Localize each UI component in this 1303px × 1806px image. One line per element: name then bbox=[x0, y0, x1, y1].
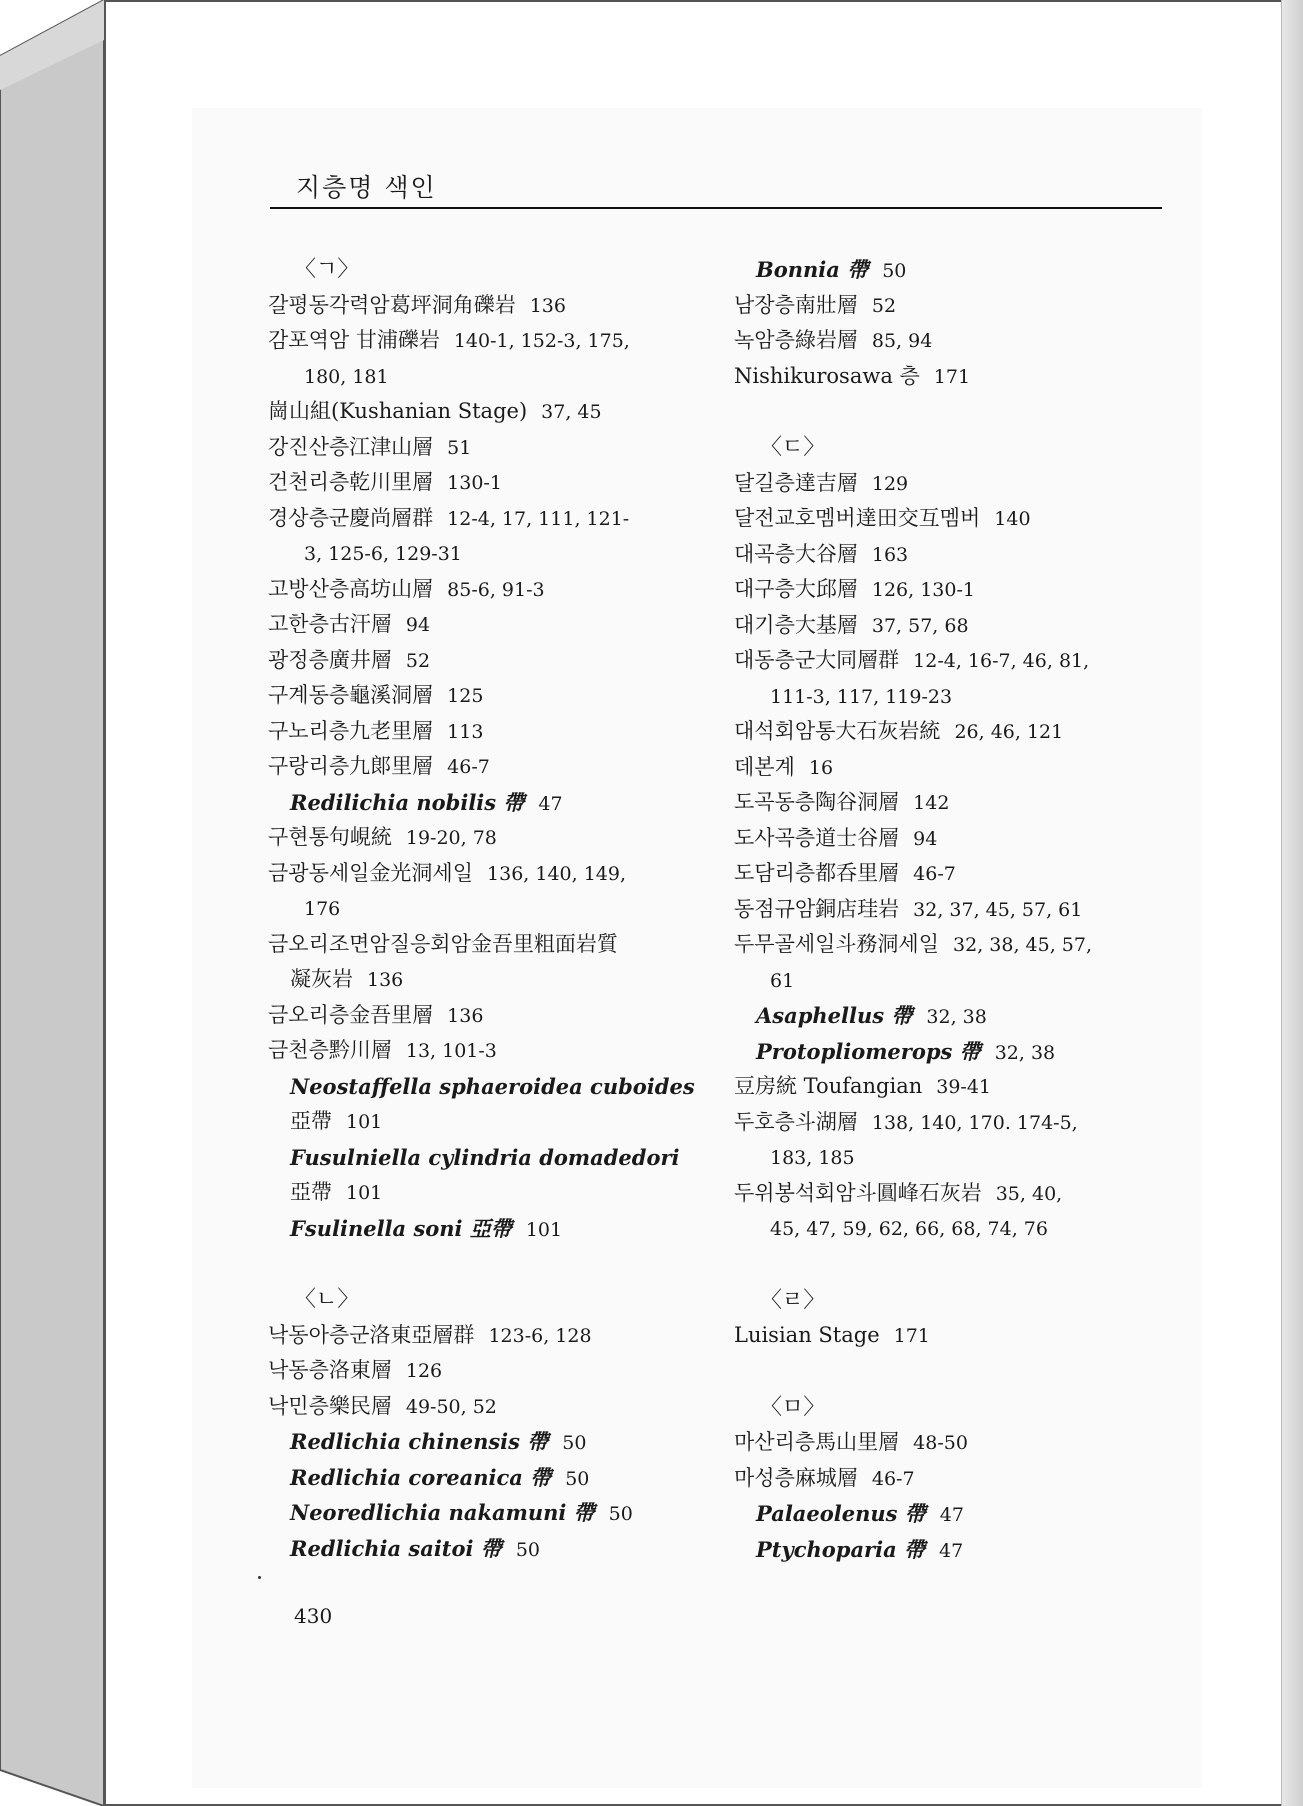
entry-name: 낙동층洛東層 bbox=[268, 1358, 392, 1382]
index-entry bbox=[268, 714, 718, 750]
index-entry-continuation bbox=[268, 1104, 718, 1140]
index-entry bbox=[734, 892, 1184, 928]
entry-pages: 142 bbox=[913, 792, 950, 814]
entry-pages bbox=[618, 934, 632, 956]
index-entry bbox=[734, 1105, 1184, 1141]
index-entry bbox=[268, 927, 718, 963]
entry-pages: 176 bbox=[304, 898, 341, 920]
index-entry bbox=[268, 465, 718, 501]
index-entry bbox=[268, 607, 718, 643]
entry-pages: 50 bbox=[515, 1538, 540, 1561]
entry-name: 금광동세일金光洞세일 bbox=[268, 860, 474, 885]
entry-pages bbox=[695, 1077, 709, 1099]
entry-pages: 12-4, 16-7, 46, 81, bbox=[913, 650, 1090, 672]
entry-pages: 35, 40, bbox=[995, 1182, 1063, 1205]
entry-pages: 39-41 bbox=[936, 1076, 992, 1098]
index-entry bbox=[268, 1069, 718, 1105]
page-number: 430 bbox=[294, 1604, 333, 1628]
entry-name: Redlichia coreanica 帶 bbox=[290, 1464, 552, 1490]
index-entry bbox=[268, 572, 718, 608]
entry-pages: 12-4, 17, 111, 121- bbox=[447, 507, 630, 530]
index-entry-continuation bbox=[734, 1140, 1184, 1176]
entry-pages: 46-7 bbox=[913, 863, 956, 885]
index-entry bbox=[734, 1069, 1184, 1105]
entry-pages: 101 bbox=[346, 1182, 383, 1204]
entry-pages: 101 bbox=[346, 1111, 383, 1133]
entry-pages: 52 bbox=[871, 294, 897, 317]
entry-name: 고방산층高坊山層 bbox=[268, 576, 434, 601]
entry-pages: 50 bbox=[882, 260, 907, 282]
entry-name: 강진산층江津山層 bbox=[268, 434, 434, 459]
entry-pages: 49-50, 52 bbox=[405, 1395, 497, 1418]
entry-name: 대구층大邱層 bbox=[734, 577, 858, 601]
entry-pages: 26, 46, 121 bbox=[954, 721, 1064, 743]
index-entry bbox=[268, 1211, 718, 1247]
index-entry bbox=[734, 288, 1184, 324]
index-column-right bbox=[734, 252, 1184, 1567]
entry-name: Nishikurosawa 층 bbox=[734, 363, 920, 388]
entry-name: 건천리층乾川里層 bbox=[268, 470, 434, 494]
entry-pages: 52 bbox=[405, 649, 431, 672]
entry-pages: 136 bbox=[367, 969, 404, 991]
entry-pages: 3, 125-6, 129-31 bbox=[304, 543, 462, 565]
index-entry bbox=[734, 323, 1184, 359]
entry-pages: 47 bbox=[538, 792, 563, 815]
entry-name: 달전교호멤버達田交互멤버 bbox=[734, 506, 981, 530]
index-entry bbox=[734, 785, 1184, 821]
entry-pages: 46-7 bbox=[447, 756, 490, 778]
spacer bbox=[734, 394, 1184, 430]
entry-name: 달길층達吉層 bbox=[734, 470, 858, 495]
index-entry bbox=[268, 394, 718, 430]
entry-pages: 113 bbox=[447, 720, 484, 743]
index-entry bbox=[734, 1034, 1184, 1070]
entry-pages: 126, 130-1 bbox=[871, 579, 975, 601]
entry-pages: 138, 140, 170. 174-5, bbox=[871, 1111, 1078, 1134]
index-entry bbox=[268, 820, 718, 856]
entry-pages: 126 bbox=[405, 1360, 443, 1382]
entry-pages: 47 bbox=[939, 1504, 964, 1526]
entry-name: 구현통句峴統 bbox=[268, 825, 392, 849]
entry-name: 두무골세일斗務洞세일 bbox=[734, 932, 940, 956]
index-entry bbox=[734, 537, 1184, 573]
index-entry bbox=[734, 608, 1184, 644]
entry-pages: 50 bbox=[562, 1432, 587, 1454]
entry-pages: 183, 185 bbox=[770, 1147, 855, 1169]
index-entry bbox=[268, 1033, 718, 1069]
entry-name: Redlichia saitoi 帶 bbox=[290, 1535, 502, 1561]
entry-pages: 32, 38 bbox=[994, 1041, 1056, 1064]
index-entry bbox=[734, 1461, 1184, 1497]
index-entry bbox=[734, 714, 1184, 750]
index-entry-continuation bbox=[268, 359, 718, 395]
index-entry bbox=[268, 1318, 718, 1354]
entry-pages: 19-20, 78 bbox=[405, 827, 497, 849]
entry-pages: 32, 38, 45, 57, bbox=[953, 934, 1092, 956]
entry-name: 亞帶 bbox=[290, 1180, 332, 1204]
entry-name: 마성층麻城層 bbox=[734, 1465, 858, 1490]
index-entry-continuation bbox=[734, 963, 1184, 999]
entry-name: 대기층大基層 bbox=[734, 612, 858, 637]
index-entry bbox=[268, 1353, 718, 1389]
entry-name: 광정층廣井層 bbox=[268, 647, 392, 672]
index-entry bbox=[268, 1495, 718, 1531]
entry-pages: 101 bbox=[525, 1218, 563, 1241]
entry-pages: 50 bbox=[608, 1503, 633, 1525]
entry-name: 凝灰岩 bbox=[290, 967, 353, 991]
index-entry bbox=[268, 1531, 718, 1567]
entry-name: 대곡층大谷層 bbox=[734, 541, 858, 566]
entry-name: Bonnia 帶 bbox=[756, 257, 869, 282]
entry-pages: 123-6, 128 bbox=[488, 1324, 592, 1347]
entry-name: 두위봉석회암斗圓峰石灰岩 bbox=[734, 1180, 982, 1205]
entry-name: Neoredlichia nakamuni 帶 bbox=[290, 1500, 595, 1525]
index-entry bbox=[268, 323, 718, 359]
index-entry bbox=[734, 1318, 1184, 1354]
index-entry bbox=[268, 1389, 718, 1425]
entry-pages: 130-1 bbox=[447, 472, 502, 494]
index-entry-continuation bbox=[268, 536, 718, 572]
scan-speck bbox=[258, 1576, 261, 1579]
index-entry bbox=[734, 572, 1184, 608]
index-entry bbox=[268, 749, 718, 785]
entry-pages: 111-3, 117, 119-23 bbox=[770, 685, 953, 708]
spacer bbox=[734, 1247, 1184, 1283]
entry-name: 崗山組(Kushanian Stage) bbox=[268, 399, 528, 423]
entry-pages: 94 bbox=[913, 827, 938, 850]
entry-name: 감포역암 甘浦礫岩 bbox=[268, 328, 440, 352]
entry-pages: 140 bbox=[994, 508, 1031, 530]
index-entry bbox=[734, 927, 1184, 963]
entry-pages bbox=[680, 1148, 694, 1170]
entry-name: 두호층斗湖層 bbox=[734, 1109, 858, 1134]
index-entry bbox=[734, 501, 1184, 537]
entry-pages: 140-1, 152-3, 175, bbox=[453, 330, 630, 352]
entry-name: Redlichia chinensis 帶 bbox=[290, 1429, 549, 1454]
entry-name: 대동층군大同層群 bbox=[734, 648, 900, 672]
entry-name: Protopliomerops 帶 bbox=[756, 1038, 981, 1064]
entry-pages: 125 bbox=[447, 685, 484, 707]
entry-name: Palaeolenus 帶 bbox=[756, 1501, 926, 1526]
entry-name: 금오리층金吾里層 bbox=[268, 1002, 434, 1027]
index-entry bbox=[734, 750, 1184, 786]
index-entry bbox=[734, 1496, 1184, 1532]
entry-pages: 37, 45 bbox=[541, 401, 602, 423]
section-heading: 〈ㄱ〉 bbox=[294, 257, 360, 282]
index-entry bbox=[734, 821, 1184, 857]
entry-pages: 94 bbox=[405, 614, 431, 636]
entry-pages: 129 bbox=[871, 472, 909, 495]
entry-name: Neostaffella sphaeroidea cuboides bbox=[290, 1073, 695, 1099]
running-head: 지층명 색인 bbox=[296, 173, 437, 202]
index-column-left bbox=[268, 252, 718, 1566]
index-entry bbox=[734, 252, 1184, 288]
index-entry bbox=[734, 1532, 1184, 1568]
entry-name: 구랑리층九郞里層 bbox=[268, 754, 434, 778]
entry-pages: 136, 140, 149, bbox=[487, 862, 627, 885]
index-entry-continuation bbox=[268, 891, 718, 927]
entry-name: 마산리층馬山里層 bbox=[734, 1430, 900, 1454]
spacer bbox=[734, 1354, 1184, 1390]
index-entry bbox=[734, 998, 1184, 1034]
entry-pages: 16 bbox=[808, 756, 834, 779]
entry-name: 낙민층樂民層 bbox=[268, 1393, 392, 1418]
entry-name: 금오리조면암질응회암金吾里粗面岩質 bbox=[268, 931, 618, 956]
entry-pages: 32, 37, 45, 57, 61 bbox=[913, 898, 1083, 921]
entry-name: 고한층古汗層 bbox=[268, 612, 392, 636]
entry-name: Ptychoparia 帶 bbox=[756, 1536, 926, 1562]
entry-name: 데본계 bbox=[734, 754, 795, 779]
index-entry bbox=[268, 678, 718, 714]
index-entry bbox=[734, 359, 1184, 395]
index-entry bbox=[734, 643, 1184, 679]
entry-name: 亞帶 bbox=[290, 1109, 332, 1133]
entry-name: 금천층黔川層 bbox=[268, 1038, 392, 1062]
entry-pages: 46-7 bbox=[871, 1467, 915, 1490]
entry-pages: 61 bbox=[770, 969, 795, 992]
entry-pages: 50 bbox=[565, 1467, 590, 1490]
index-entry bbox=[268, 643, 718, 679]
entry-name: Luisian Stage bbox=[734, 1323, 880, 1347]
index-entry bbox=[268, 1460, 718, 1496]
entry-name: 구노리층九老里層 bbox=[268, 718, 434, 743]
entry-name: 경상층군慶尚層群 bbox=[268, 505, 434, 530]
entry-pages: 180, 181 bbox=[304, 365, 389, 388]
entry-name: Fusulniella cylindria domadedori bbox=[290, 1144, 680, 1170]
index-entry bbox=[268, 1424, 718, 1460]
entry-pages: 85-6, 91-3 bbox=[447, 578, 545, 601]
entry-name: 낙동아층군洛東亞層群 bbox=[268, 1322, 475, 1347]
index-entry bbox=[734, 856, 1184, 892]
entry-name: Fsulinella soni 亞帶 bbox=[290, 1215, 512, 1241]
section-heading: 〈ㄹ〉 bbox=[760, 1287, 826, 1313]
section-heading: 〈ㄷ〉 bbox=[760, 435, 826, 460]
entry-pages: 171 bbox=[893, 1325, 930, 1347]
entry-pages: 85, 94 bbox=[871, 330, 933, 352]
index-entry bbox=[268, 501, 718, 537]
entry-pages: 136 bbox=[529, 294, 566, 317]
entry-pages: 37, 57, 68 bbox=[871, 614, 969, 637]
entry-name: 도담리층都呑里層 bbox=[734, 861, 900, 885]
index-entry-continuation bbox=[734, 679, 1184, 715]
page-edge-shadow bbox=[1281, 0, 1303, 1806]
entry-name: Asaphellus 帶 bbox=[756, 1003, 913, 1028]
index-entry-continuation bbox=[268, 962, 718, 998]
index-entry-continuation bbox=[268, 1175, 718, 1211]
index-entry-continuation bbox=[734, 1211, 1184, 1247]
entry-pages: 136 bbox=[447, 1004, 484, 1027]
entry-name: 豆房統 Toufangian bbox=[734, 1074, 923, 1098]
section-heading: 〈ㅁ〉 bbox=[760, 1394, 826, 1420]
entry-pages: 45, 47, 59, 62, 66, 68, 74, 76 bbox=[770, 1218, 1048, 1240]
entry-name: 도사곡층道士谷層 bbox=[734, 825, 900, 850]
entry-name: 동점규암銅店珪岩 bbox=[734, 896, 900, 921]
entry-pages: 47 bbox=[939, 1539, 964, 1562]
index-entry bbox=[734, 466, 1184, 502]
entry-pages: 32, 38 bbox=[926, 1006, 987, 1028]
entry-pages: 163 bbox=[871, 543, 909, 566]
book-spine bbox=[0, 0, 104, 1806]
index-entry bbox=[268, 856, 718, 892]
header-rule bbox=[270, 207, 1162, 209]
index-entry bbox=[268, 1140, 718, 1176]
entry-pages: 13, 101-3 bbox=[405, 1040, 497, 1062]
index-entry bbox=[268, 998, 718, 1034]
entry-name: 녹암층綠岩層 bbox=[734, 328, 858, 352]
index-entry bbox=[734, 1425, 1184, 1461]
entry-pages: 51 bbox=[447, 436, 472, 459]
entry-name: 대석회암통大石灰岩統 bbox=[734, 719, 941, 743]
index-entry bbox=[268, 785, 718, 821]
entry-name: 갈평동각력암葛坪洞角礫岩 bbox=[268, 292, 516, 317]
entry-name: Redilichia nobilis 帶 bbox=[290, 789, 525, 815]
entry-name: 구계동층龜溪洞層 bbox=[268, 683, 434, 707]
index-entry bbox=[268, 288, 718, 324]
entry-pages: 48-50 bbox=[913, 1432, 968, 1454]
section-heading: 〈ㄴ〉 bbox=[294, 1287, 360, 1312]
spacer bbox=[268, 1246, 718, 1282]
index-entry bbox=[734, 1176, 1184, 1212]
entry-name: 도곡동층陶谷洞層 bbox=[734, 790, 900, 814]
entry-name: 남장층南壯層 bbox=[734, 292, 858, 317]
index-entry bbox=[268, 430, 718, 466]
entry-pages: 171 bbox=[933, 365, 971, 388]
